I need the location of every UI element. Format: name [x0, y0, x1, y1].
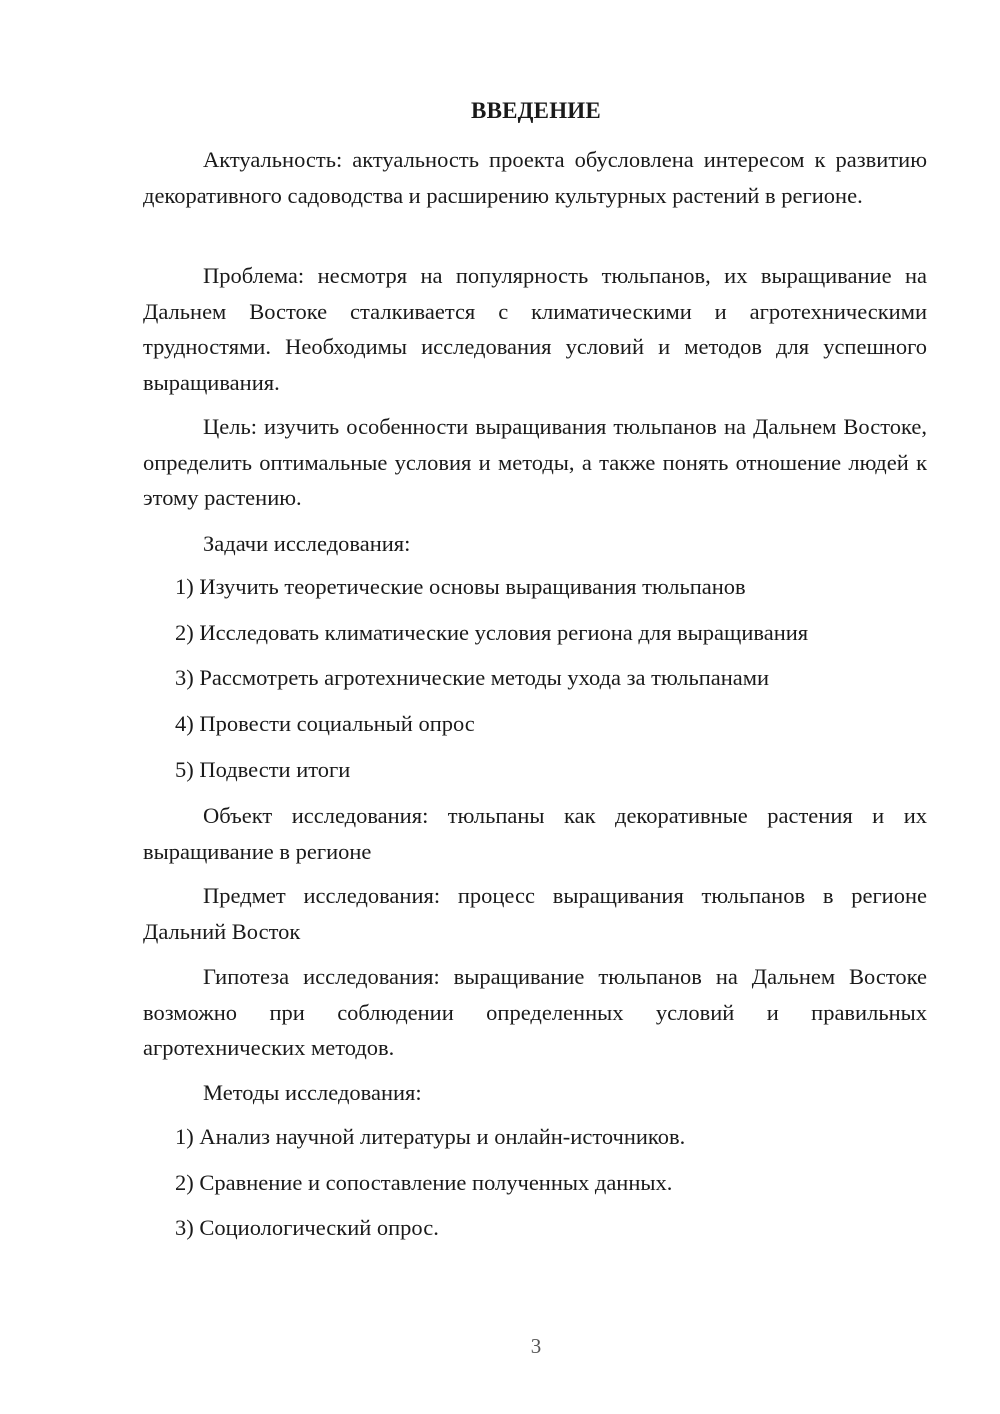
paragraph-problem: Проблема: несмотря на популярность тюльпанов, их выращивание на Дальнем Востоке сталкивается с климатическими и агротехническими трудностями. Необходимы исследования условий и методов для успешного выращивания.	[143, 263, 927, 395]
page-number: 3	[530, 1334, 542, 1358]
method-item-1: 1) Анализ научной литературы и онлайн-источников.	[175, 1124, 686, 1149]
task-item-2: 2) Исследовать климатические условия региона для выращивания	[175, 620, 809, 645]
paragraph-subject: Предмет исследования: процесс выращивания тюльпанов в регионе Дальний Восток	[143, 883, 927, 944]
paragraph-goal: Цель: изучить особенности выращивания тюльпанов на Дальнем Востоке, определить оптимальные условия и методы, а также понять отношение людей к этому растению.	[143, 414, 927, 510]
page-title: ВВЕДЕНИЕ	[471, 98, 601, 123]
task-item-4: 4) Провести социальный опрос	[175, 711, 475, 736]
paragraph-object: Объект исследования: тюльпаны как декоративные растения и их выращивание в регионе	[143, 803, 927, 864]
task-item-3: 3) Рассмотреть агротехнические методы ухода за тюльпанами	[175, 665, 770, 690]
paragraph-relevance: Актуальность: актуальность проекта обусловлена интересом к развитию декоративного садоводства и расширению культурных растений в регионе.	[143, 147, 927, 208]
tasks-heading: Задачи исследования:	[203, 531, 411, 556]
task-item-5: 5) Подвести итоги	[175, 757, 351, 782]
methods-heading: Методы исследования:	[203, 1080, 422, 1105]
method-item-2: 2) Сравнение и сопоставление полученных данных.	[175, 1170, 673, 1195]
method-item-3: 3) Социологический опрос.	[175, 1215, 439, 1240]
task-item-1: 1) Изучить теоретические основы выращивания тюльпанов	[175, 574, 746, 599]
paragraph-hypothesis: Гипотеза исследования: выращивание тюльпанов на Дальнем Востоке возможно при соблюдении определенных условий и правильных агротехнических методов.	[143, 964, 927, 1060]
